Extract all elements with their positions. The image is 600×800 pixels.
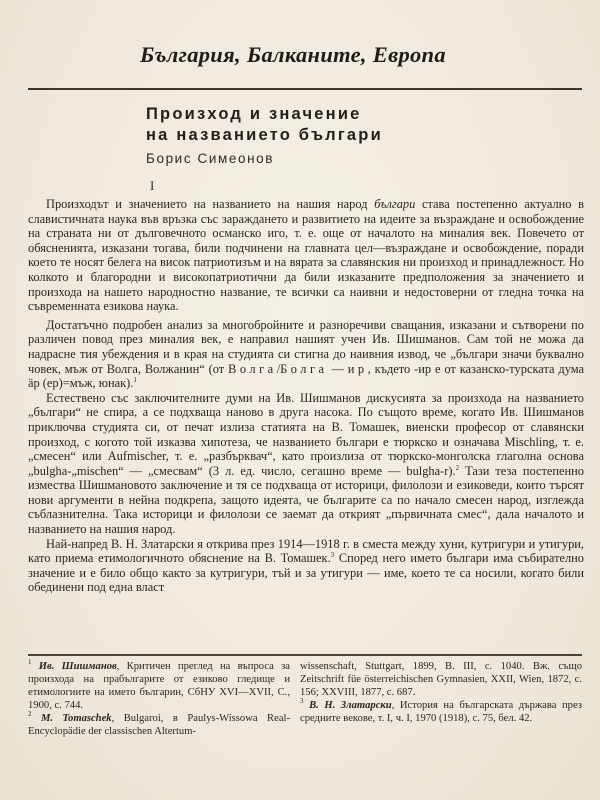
article-author: Борис Симеонов (146, 151, 275, 166)
title-line-2: на названието българи (146, 126, 383, 144)
title-line-1: Произход и значение (146, 105, 362, 123)
footnote-ref-1[interactable]: 1 (133, 376, 137, 385)
emphasized-term: българи (374, 197, 416, 211)
footnote-2: $^2$ M. Tomaschek, Bulgaroi, в Paulys-Wissowa Real-Encyclopädie der classischen Altertum- (28, 710, 290, 737)
header-divider (28, 88, 582, 90)
footnote-3: $^3$ В. Н. Златарски, История на българската държава през средните векове, т. I, ч. I, 1970 (1918), с. 75, бел. 42. (300, 697, 582, 724)
paragraph-2: Достатъчно подробен анализ за многобройните и разноречиви свaщания, изказани и сътворени по различен повод през миналия век, е направил нашият учен Ив. Шишманов. Сам той не можа да надрасне тия убеждения и в края на студията си стигна до наивния извод, че „българи значи буквално човек, мъж от Волга, Волжанин“ (от Волга/Болга — ир, където -ир е от казанско-турската дума äр (ер)=мъж, юнак).$^1$ (28, 317, 585, 391)
footnote-1: $^1$ Ив. Шишманов, Критичен преглед на въпроса за произхода на прабългарите от езиково гледище и етимологиите на името българин, СбНУ XVI—XVII, С., 1900, с. 744. (28, 658, 290, 711)
article-body (28, 197, 584, 595)
footnotes-divider (28, 654, 582, 656)
section-number: I (150, 178, 155, 193)
article-title (146, 104, 383, 146)
paragraph-3: Естествено със заключителните думи на Ив. Шишманов дискусията за произхода на названието „българи“ не спира, а се подхваща наново в друга насока. По същото време, когато Ив. Шишманов приключва студията си, от печат излиза статията на В. Томашек, виенски професор от славянски произход, с когото той изказва хипотеза, че названието българи е тюркско и означава Mischling, т. е. „смесен“ или Aufmischer, т. е. „разбърквач“, като произлиза от тюркско-монголска глаголна основа „bulgha-„mischen“ — „смесвам“ (3 л. ед. число, сегашно време — bulgha-r).$^2$ Тази теза постепенно измества Шишмановото заключение и тя се подхваща от историци, филолози и езиковеди, които търсят нови аргументи в нейна подкрепа, защото идеята, че българите са по начало смесен народ, изглежда съблазнителна. Така историци и филолози се заемат да открият „първичната смес“, дала началото и названието на нашия народ. (28, 390, 584, 537)
paragraph-1: Произходът и значението на названието на нашия народ българи става постепенно актуално в славистичната наука във връзка със зараждането и развитието на идеите за възраждане и освобождение на страната ни от дълговечното османско иго, т. е. още от началото на миналия век. Повечето от обясненията, изказани тогава, били подчинени на главната цел—възраждане и освобождение, поради което те носят белега на висок патриотизъм и на вярата за славянския ни произход и принадлежност. Но колкото и благородни и високопатриотични да били изказаните предположения за значението и произхода на нашето народностно название, те всички са наивни и недостоверни от гледна точка на съвременната езикова наука. (28, 197, 584, 314)
paragraph-4: Най-напред В. Н. Златарски я открива през 1914—1918 г. в сместа между хуни, кутригури и утигури, като приема етимологичното обяснение на В. Томашек.$^3$ Според него името българи има събирателно значение и е било общо както за кутригури, тъй и за утигури — име, което те са носили, когато били обединени под една власт (28, 536, 584, 595)
footnotes-right-column (300, 660, 582, 725)
footnote-ref-3[interactable]: 3 (330, 551, 335, 560)
footnote-ref-2[interactable]: 2 (455, 463, 460, 472)
running-section-header: България, Балканите, Европа (140, 42, 446, 67)
footnote-2-continued: wissenschaft, Stuttgart, 1899, B. III, c. 1040. Вж. също Zeitschrift füe österreichischen Gymnasien, XXII, Wien, 1872, c. 156; XXVIII, 1877, c. 687. (300, 661, 582, 698)
footnotes-left-column (28, 660, 290, 738)
